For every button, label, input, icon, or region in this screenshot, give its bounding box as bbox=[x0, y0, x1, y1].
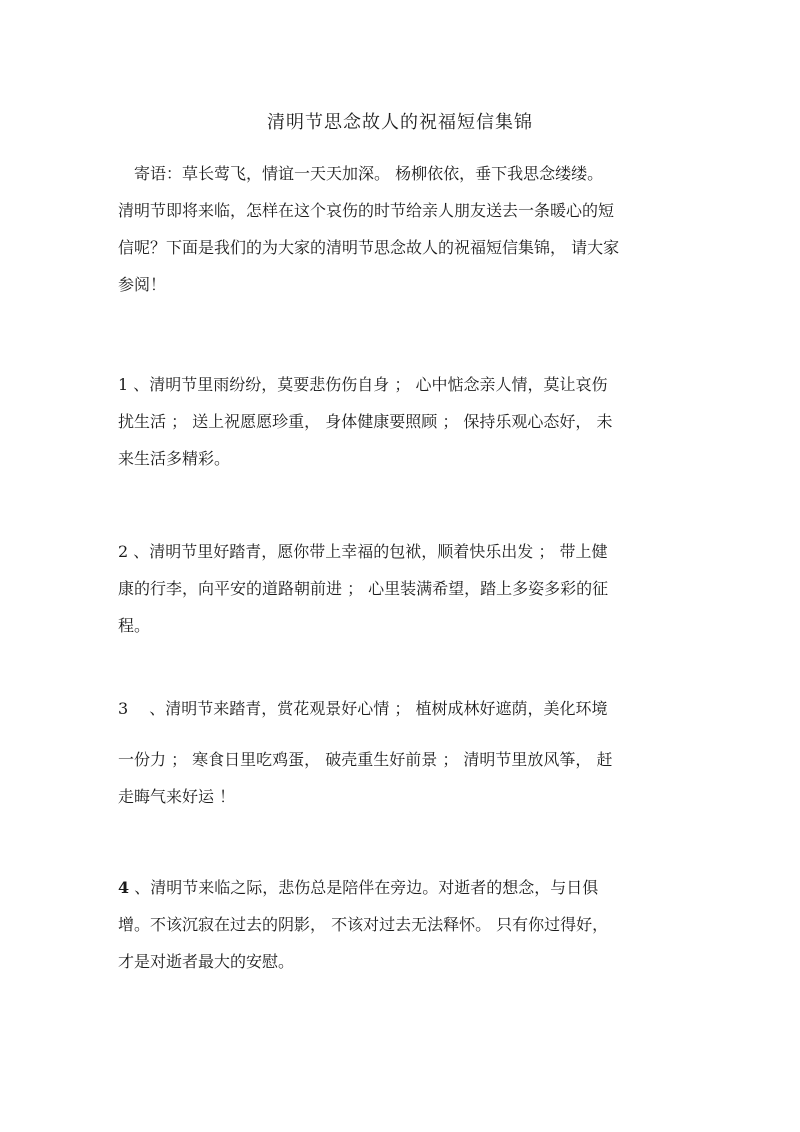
message-line: 增。不该沉寂在过去的阴影， 不该对过去无法释怀。 只有你过得好， bbox=[118, 915, 609, 934]
message-line: 来生活多精彩。 bbox=[118, 449, 231, 468]
message-item-3 bbox=[118, 690, 678, 815]
intro-line: 清明节即将来临，怎样在这个哀伤的时节给亲人朋友送去一条暖心的短 bbox=[118, 201, 615, 220]
intro-line: 参阅！ bbox=[118, 275, 167, 294]
message-line: 扰生活 ； 送上祝愿愿珍重， 身体健康要照顾 ； 保持乐观心态好， 未 bbox=[118, 412, 613, 431]
message-line: 1 、清明节里雨纷纷，莫要悲伤伤自身 ； 心中惦念亲人情，莫让哀伤 bbox=[118, 375, 608, 394]
message-text: 、清明节来临之际，悲伤总是陪伴在旁边。对逝者的想念，与日俱 bbox=[129, 878, 599, 897]
message-line: 一份力 ； 寒食日里吃鸡蛋， 破壳重生好前景 ； 清明节里放风筝， 赶 bbox=[118, 750, 613, 769]
message-number: 4 bbox=[118, 878, 130, 897]
message-item-2 bbox=[118, 533, 678, 644]
message-line: 3 、清明节来踏青，赏花观景好心情 ； 植树成林好遮荫，美化环境 bbox=[118, 699, 608, 718]
message-line bbox=[118, 869, 678, 906]
message-line: 程。 bbox=[118, 616, 151, 635]
message-line: 才是对逝者最大的安慰。 bbox=[118, 952, 295, 971]
message-item-4 bbox=[118, 869, 678, 980]
intro-paragraph bbox=[118, 155, 678, 303]
message-line: 2 、清明节里好踏青，愿你带上幸福的包袱，顺着快乐出发 ； 带上健 bbox=[118, 542, 608, 561]
document-title: 清明节思念故人的祝福短信集锦 bbox=[267, 112, 533, 133]
message-line: 走晦气来好运 ！ bbox=[118, 787, 236, 806]
message-line: 康的行李，向平安的道路朝前进 ； 心里装满希望，踏上多姿多彩的征 bbox=[118, 579, 609, 598]
intro-line: 信呢？下面是我们的为大家的清明节思念故人的祝福短信集锦， 请大家 bbox=[118, 238, 620, 257]
intro-line: 寄语：草长莺飞，情谊一天天加深。 杨柳依依，垂下我思念缕缕。 bbox=[118, 164, 604, 183]
message-item-1 bbox=[118, 366, 678, 477]
